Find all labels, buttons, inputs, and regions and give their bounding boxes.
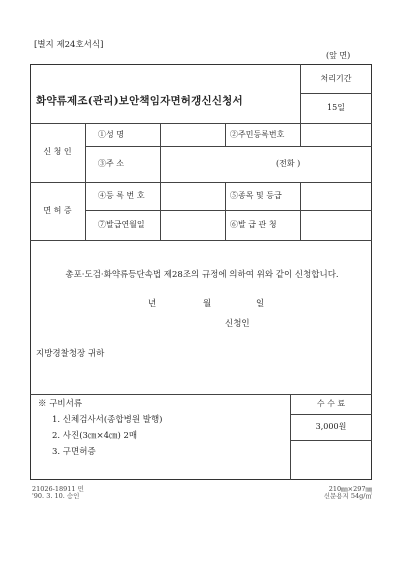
date-year: 년 — [148, 299, 157, 309]
fee-amount: 3,000원 — [315, 422, 347, 431]
form-title: 화약류제조(관리)보안책임자면허갱신신청서 — [36, 95, 243, 107]
issuer-field[interactable] — [301, 211, 371, 239]
applicant-signature-label: 신청인 — [225, 319, 250, 329]
date-day: 일 — [256, 299, 265, 309]
document-item: 1. 신체검사서(종합병원 발행) — [52, 415, 163, 425]
divider — [30, 394, 372, 395]
documents-heading: ※ 구비서류 — [38, 399, 83, 409]
reg-no-label: ④등 록 번 호 — [98, 191, 145, 200]
type-grade-label: ⑤종목 및 등급 — [230, 191, 282, 200]
declaration-text: 총포·도검·화약류등단속법 제28조의 규정에 의하여 위와 같이 신청합니다. — [65, 270, 339, 280]
footer-left: 21026-18911 민 '90. 3. 10. 승인 — [32, 485, 84, 501]
reg-no-field[interactable] — [161, 183, 224, 209]
resident-no-label: ②주민등록번호 — [230, 130, 285, 139]
document-item: 2. 사진(3㎝×4㎝) 2매 — [52, 431, 138, 441]
processing-days: 15일 — [327, 103, 345, 112]
type-grade-field[interactable] — [301, 183, 371, 209]
recipient: 지방경찰청장 귀하 — [36, 349, 105, 359]
document-item: 3. 구면허증 — [52, 447, 96, 457]
divider — [290, 414, 372, 415]
address-field[interactable] — [161, 147, 371, 181]
divider — [290, 440, 372, 441]
resident-no-field[interactable] — [301, 124, 371, 145]
date-month: 월 — [203, 299, 212, 309]
fee-label: 수 수 료 — [316, 399, 346, 408]
form-number: [별지 제24호서식] — [34, 40, 104, 50]
phone-label: (전화 ) — [276, 159, 301, 168]
divider — [225, 182, 226, 240]
applicant-section-label: 신 청 인 — [43, 147, 72, 156]
divider — [300, 93, 372, 94]
license-section-label: 면 허 증 — [43, 206, 72, 215]
divider — [30, 240, 372, 241]
footer-right: 210㎜×297㎜ 신문용지 54g/㎡ — [323, 485, 372, 501]
issuer-label: ⑥발 급 관 청 — [230, 220, 277, 229]
divider — [225, 123, 226, 146]
issue-date-label: ⑦발급연월일 — [98, 220, 145, 229]
name-field[interactable] — [161, 124, 224, 145]
issue-date-field[interactable] — [161, 211, 224, 239]
name-label: ①성 명 — [98, 130, 124, 139]
address-label: ③주 소 — [98, 159, 124, 168]
page-note: (앞 면) — [326, 51, 351, 60]
processing-label: 처리기간 — [320, 74, 352, 83]
